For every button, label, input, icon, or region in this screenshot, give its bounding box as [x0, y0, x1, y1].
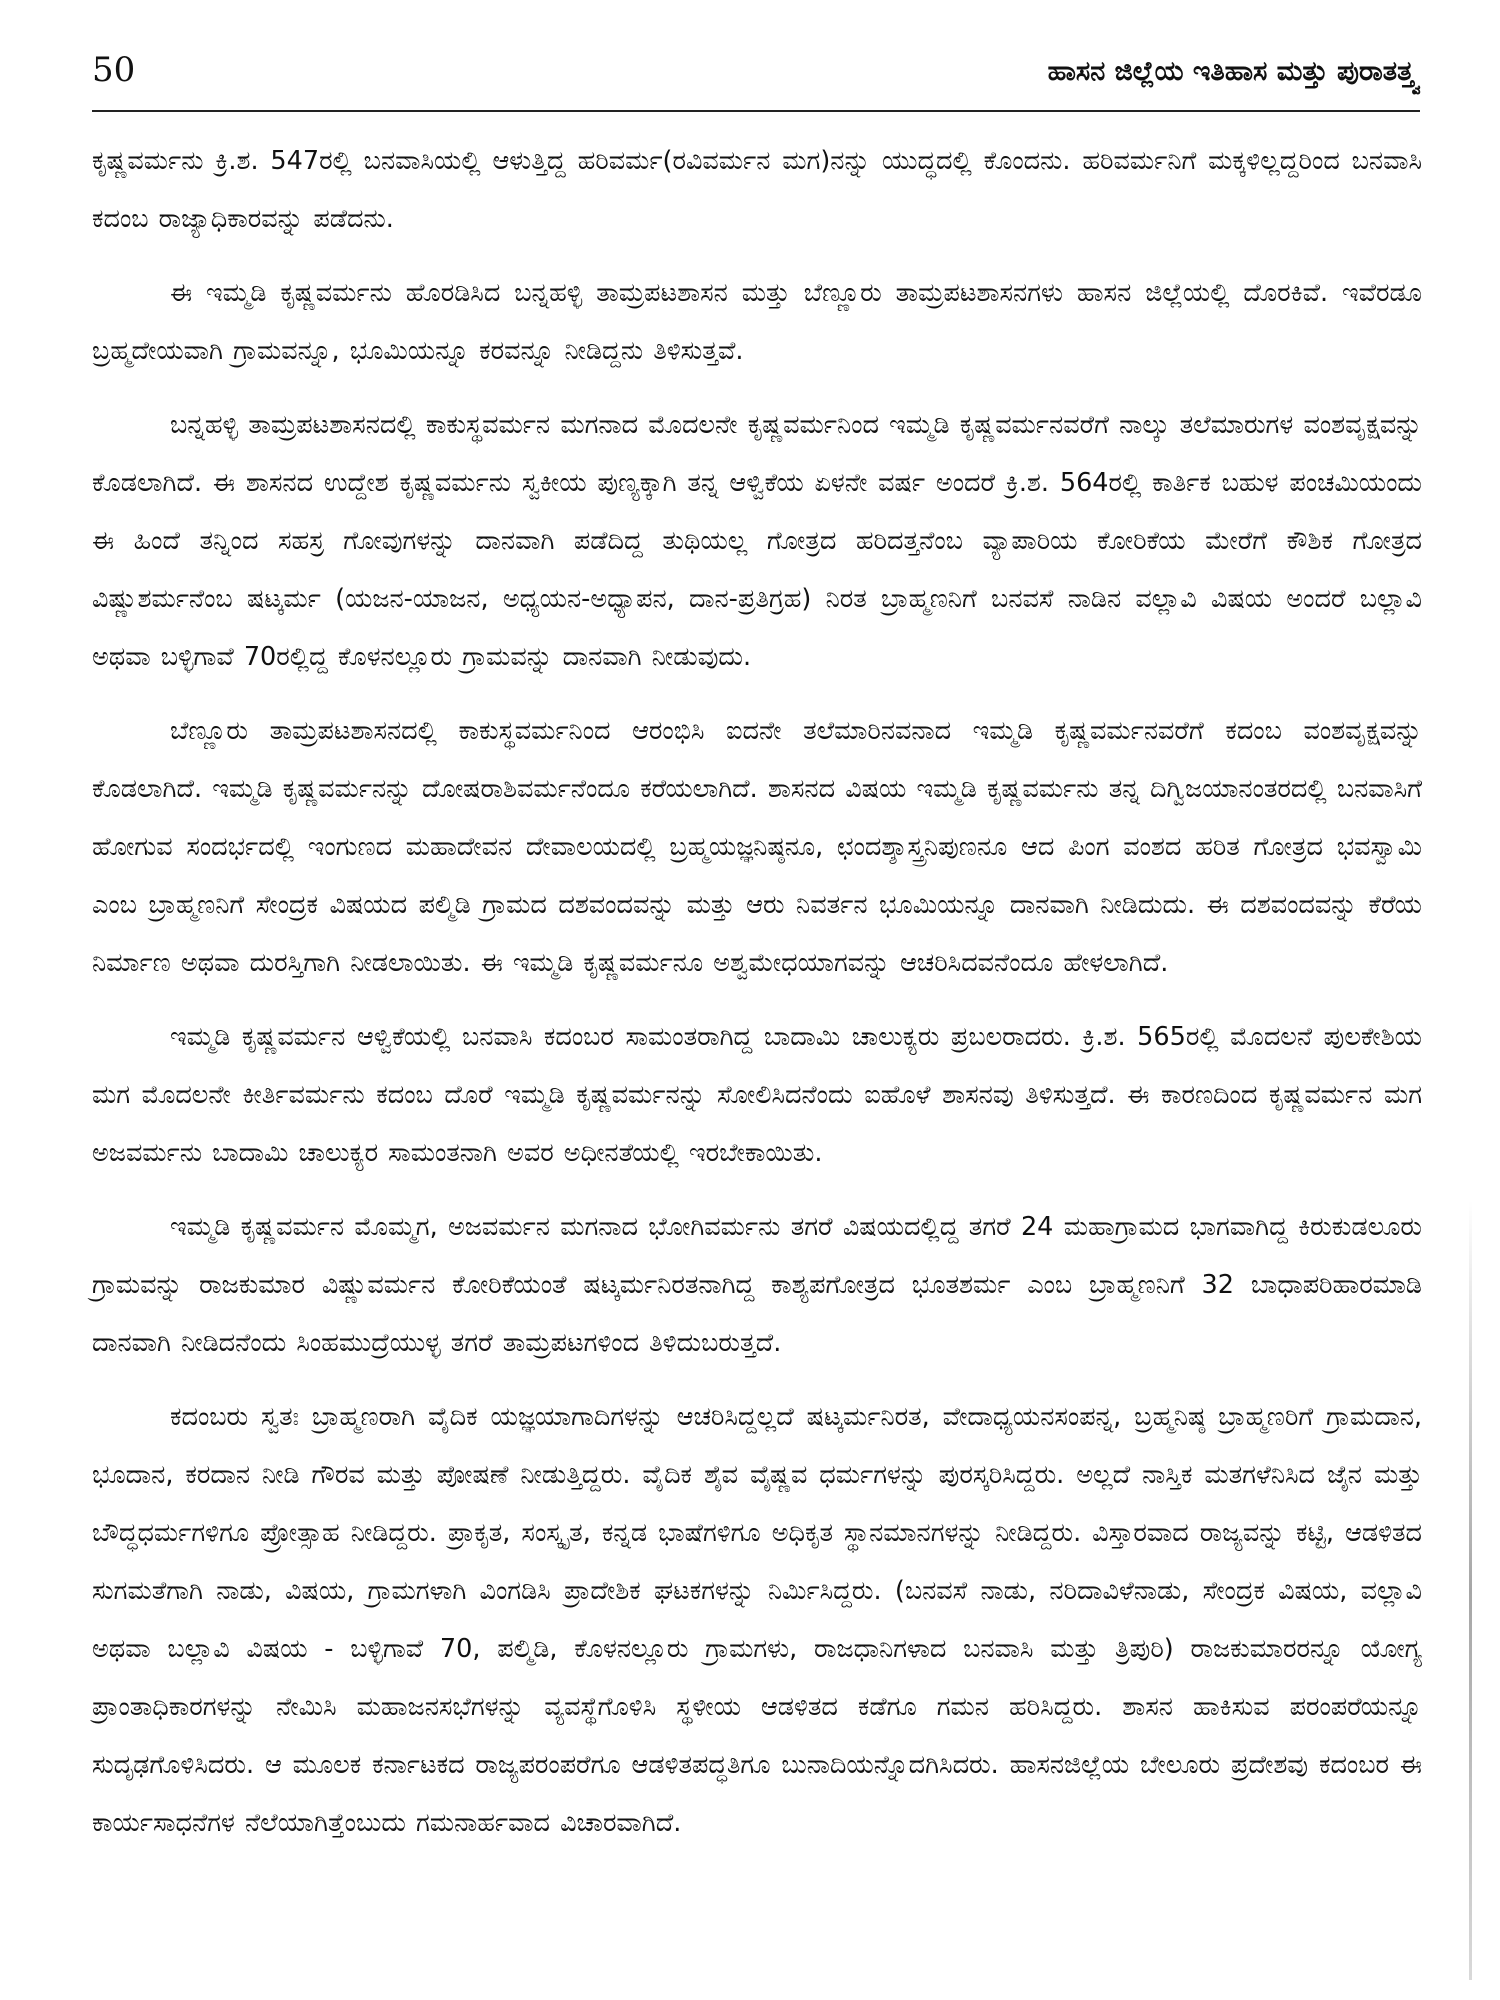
paragraph: ಇಮ್ಮಡಿ ಕೃಷ್ಣವರ್ಮನ ಮೊಮ್ಮಗ, ಅಜವರ್ಮನ ಮಗನಾದ ಭೋಗಿವರ್ಮನು ತಗರೆ ವಿಷಯದಲ್ಲಿದ್ದ ತಗರೆ 24 ಮಹಾಗ್ರಾಮದ ಭಾಗವಾಗಿದ್ದ ಕಿರುಕುಡಲೂರು ಗ್ರಾಮವನ್ನು ರಾಜಕುಮಾರ ವಿಷ್ಣುವರ್ಮನ ಕೋರಿಕೆಯಂತೆ ಷಟ್ಕರ್ಮನಿರತನಾಗಿದ್ದ ಕಾಶ್ಯಪಗೋತ್ರದ ಭೂತಶರ್ಮ ಎಂಬ ಬ್ರಾಹ್ಮಣನಿಗೆ 32 ಬಾಧಾಪರಿಹಾರಮಾಡಿ ದಾನವಾಗಿ ನೀಡಿದನೆಂದು ಸಿಂಹಮುದ್ರೆಯುಳ್ಳ ತಗರೆ ತಾಮ್ರಪಟಗಳಿಂದ ತಿಳಿದುಬರುತ್ತದೆ. — [92, 1212, 1422, 1358]
page-binding-shadow — [1469, 1200, 1472, 1980]
paragraph: ಈ ಇಮ್ಮಡಿ ಕೃಷ್ಣವರ್ಮನು ಹೊರಡಿಸಿದ ಬನ್ನಹಳ್ಳಿ ತಾಮ್ರಪಟಶಾಸನ ಮತ್ತು ಬೆಣ್ಣೂರು ತಾಮ್ರಪಟಶಾಸನಗಳು ಹಾಸನ ಜಿಲ್ಲೆಯಲ್ಲಿ ದೊರಕಿವೆ. ಇವೆರಡೂ ಬ್ರಹ್ಮದೇಯವಾಗಿ ಗ್ರಾಮವನ್ನೂ, ಭೂಮಿಯನ್ನೂ ಕರವನ್ನೂ ನೀಡಿದ್ದನು ತಿಳಿಸುತ್ತವೆ. — [92, 278, 1422, 366]
paragraph: ಕದಂಬರು ಸ್ವತಃ ಬ್ರಾಹ್ಮಣರಾಗಿ ವೈದಿಕ ಯಜ್ಞಯಾಗಾದಿಗಳನ್ನು ಆಚರಿಸಿದ್ದಲ್ಲದೆ ಷಟ್ಕರ್ಮನಿರತ, ವೇದಾಧ್ಯಯನಸಂಪನ್ನ, ಬ್ರಹ್ಮನಿಷ್ಠ ಬ್ರಾಹ್ಮಣರಿಗೆ ಗ್ರಾಮದಾನ, ಭೂದಾನ, ಕರದಾನ ನೀಡಿ ಗೌರವ ಮತ್ತು ಪೋಷಣೆ ನೀಡುತ್ತಿದ್ದರು. ವೈದಿಕ ಶೈವ ವೈಷ್ಣವ ಧರ್ಮಗಳನ್ನು ಪುರಸ್ಕರಿಸಿದ್ದರು. ಅಲ್ಲದೆ ನಾಸ್ತಿಕ ಮತಗಳೆನಿಸಿದ ಜೈನ ಮತ್ತು ಬೌದ್ಧಧರ್ಮಗಳಿಗೂ ಪ್ರೋತ್ಸಾಹ ನೀಡಿದ್ದರು. ಪ್ರಾಕೃತ, ಸಂಸ್ಕೃತ, ಕನ್ನಡ ಭಾಷೆಗಳಿಗೂ ಅಧಿಕೃತ ಸ್ಥಾನಮಾನಗಳನ್ನು ನೀಡಿದ್ದರು. ವಿಸ್ತಾರವಾದ ರಾಜ್ಯವನ್ನು ಕಟ್ಟಿ, ಆಡಳಿತದ ಸುಗಮತೆಗಾಗಿ ನಾಡು, ವಿಷಯ, ಗ್ರಾಮಗಳಾಗಿ ವಿಂಗಡಿಸಿ ಪ್ರಾದೇಶಿಕ ಘಟಕಗಳನ್ನು ನಿರ್ಮಿಸಿದ್ದರು. (ಬನವಸೆ ನಾಡು, ನರಿದಾವಿಳೆನಾಡು, ಸೇಂದ್ರಕ ವಿಷಯ, ವಲ್ಲಾವಿ ಅಥವಾ ಬಲ್ಲಾವಿ ವಿಷಯ - ಬಳ್ಳಿಗಾವೆ 70, ಪಲ್ಮಿಡಿ, ಕೊಳನಲ್ಲೂರು ಗ್ರಾಮಗಳು, ರಾಜಧಾನಿಗಳಾದ ಬನವಾಸಿ ಮತ್ತು ತ್ರಿಪುರಿ) ರಾಜಕುಮಾರರನ್ನೂ ಯೋಗ್ಯ ಪ್ರಾಂತಾಧಿಕಾರಗಳನ್ನು ನೇಮಿಸಿ ಮಹಾಜನಸಭೆಗಳನ್ನು ವ್ಯವಸ್ಥೆಗೊಳಿಸಿ ಸ್ಥಳೀಯ ಆಡಳಿತದ ಕಡೆಗೂ ಗಮನ ಹರಿಸಿದ್ದರು. ಶಾಸನ ಹಾಕಿಸುವ ಪರಂಪರೆಯನ್ನೂ ಸುದೃಢಗೊಳಿಸಿದರು. ಆ ಮೂಲಕ ಕರ್ನಾಟಕದ ರಾಜ್ಯಪರಂಪರೆಗೂ ಆಡಳಿತಪದ್ಧತಿಗೂ ಬುನಾದಿಯನ್ನೊದಗಿಸಿದರು. ಹಾಸನಜಿಲ್ಲೆಯ ಬೇಲೂರು ಪ್ರದೇಶವು ಕದಂಬರ ಈ ಕಾರ್ಯಸಾಧನೆಗಳ ನೆಲೆಯಾಗಿತ್ತೆಂಬುದು ಗಮನಾರ್ಹವಾದ ವಿಚಾರವಾಗಿದೆ. — [92, 1402, 1422, 1838]
paragraph: ಬನ್ನಹಳ್ಳಿ ತಾಮ್ರಪಟಶಾಸನದಲ್ಲಿ ಕಾಕುಸ್ಥವರ್ಮನ ಮಗನಾದ ಮೊದಲನೇ ಕೃಷ್ಣವರ್ಮನಿಂದ ಇಮ್ಮಡಿ ಕೃಷ್ಣವರ್ಮನವರೆಗೆ ನಾಲ್ಕು ತಲೆಮಾರುಗಳ ವಂಶವೃಕ್ಷವನ್ನು ಕೊಡಲಾಗಿದೆ. ಈ ಶಾಸನದ ಉದ್ದೇಶ ಕೃಷ್ಣವರ್ಮನು ಸ್ವಕೀಯ ಪುಣ್ಯಕ್ಕಾಗಿ ತನ್ನ ಆಳ್ವಿಕೆಯ ಏಳನೇ ವರ್ಷ ಅಂದರೆ ಕ್ರಿ.ಶ. 564ರಲ್ಲಿ ಕಾರ್ತಿಕ ಬಹುಳ ಪಂಚಮಿಯಂದು ಈ ಹಿಂದೆ ತನ್ನಿಂದ ಸಹಸ್ರ ಗೋವುಗಳನ್ನು ದಾನವಾಗಿ ಪಡೆದಿದ್ದ ತುಥಿಯಲ್ಲ ಗೋತ್ರದ ಹರಿದತ್ತನೆಂಬ ವ್ಯಾಪಾರಿಯ ಕೋರಿಕೆಯ ಮೇರೆಗೆ ಕೌಶಿಕ ಗೋತ್ರದ ವಿಷ್ಣುಶರ್ಮನೆಂಬ ಷಟ್ಕರ್ಮ (ಯಜನ-ಯಾಜನ, ಅಧ್ಯಯನ-ಅಧ್ಯಾಪನ, ದಾನ-ಪ್ರತಿಗ್ರಹ) ನಿರತ ಬ್ರಾಹ್ಮಣನಿಗೆ ಬನವಸೆ ನಾಡಿನ ವಲ್ಲಾವಿ ವಿಷಯ ಅಂದರೆ ಬಲ್ಲಾವಿ ಅಥವಾ ಬಳ್ಳಿಗಾವೆ 70ರಲ್ಲಿದ್ದ ಕೊಳನಲ್ಲೂರು ಗ್ರಾಮವನ್ನು ದಾನವಾಗಿ ನೀಡುವುದು. — [92, 410, 1422, 672]
paragraph: ಕೃಷ್ಣವರ್ಮನು ಕ್ರಿ.ಶ. 547ರಲ್ಲಿ ಬನವಾಸಿಯಲ್ಲಿ ಆಳುತ್ತಿದ್ದ ಹರಿವರ್ಮ(ರವಿವರ್ಮನ ಮಗ)ನನ್ನು ಯುದ್ಧದಲ್ಲಿ ಕೊಂದನು. ಹರಿವರ್ಮನಿಗೆ ಮಕ್ಕಳಿಲ್ಲದ್ದರಿಂದ ಬನವಾಸಿ ಕದಂಬ ರಾಜ್ಯಾಧಿಕಾರವನ್ನು ಪಡೆದನು. — [92, 146, 1422, 234]
header-divider — [92, 110, 1420, 112]
paragraph: ಇಮ್ಮಡಿ ಕೃಷ್ಣವರ್ಮನ ಆಳ್ವಿಕೆಯಲ್ಲಿ ಬನವಾಸಿ ಕದಂಬರ ಸಾಮಂತರಾಗಿದ್ದ ಬಾದಾಮಿ ಚಾಲುಕ್ಯರು ಪ್ರಬಲರಾದರು. ಕ್ರಿ.ಶ. 565ರಲ್ಲಿ ಮೊದಲನೆ ಪುಲಕೇಶಿಯ ಮಗ ಮೊದಲನೇ ಕೀರ್ತಿವರ್ಮನು ಕದಂಬ ದೊರೆ ಇಮ್ಮಡಿ ಕೃಷ್ಣವರ್ಮನನ್ನು ಸೋಲಿಸಿದನೆಂದು ಐಹೊಳೆ ಶಾಸನವು ತಿಳಿಸುತ್ತದೆ. ಈ ಕಾರಣದಿಂದ ಕೃಷ್ಣವರ್ಮನ ಮಗ ಅಜವರ್ಮನು ಬಾದಾಮಿ ಚಾಲುಕ್ಯರ ಸಾಮಂತನಾಗಿ ಅವರ ಅಧೀನತೆಯಲ್ಲಿ ಇರಬೇಕಾಯಿತು. — [92, 1022, 1422, 1168]
paragraph: ಬೆಣ್ಣೂರು ತಾಮ್ರಪಟಶಾಸನದಲ್ಲಿ ಕಾಕುಸ್ಥವರ್ಮನಿಂದ ಆರಂಭಿಸಿ ಐದನೇ ತಲೆಮಾರಿನವನಾದ ಇಮ್ಮಡಿ ಕೃಷ್ಣವರ್ಮನವರೆಗೆ ಕದಂಬ ವಂಶವೃಕ್ಷವನ್ನು ಕೊಡಲಾಗಿದೆ. ಇಮ್ಮಡಿ ಕೃಷ್ಣವರ್ಮನನ್ನು ದೋಷರಾಶಿವರ್ಮನೆಂದೂ ಕರೆಯಲಾಗಿದೆ. ಶಾಸನದ ವಿಷಯ ಇಮ್ಮಡಿ ಕೃಷ್ಣವರ್ಮನು ತನ್ನ ದಿಗ್ವಿಜಯಾನಂತರದಲ್ಲಿ ಬನವಾಸಿಗೆ ಹೋಗುವ ಸಂದರ್ಭದಲ್ಲಿ ಇಂಗುಣದ ಮಹಾದೇವನ ದೇವಾಲಯದಲ್ಲಿ ಬ್ರಹ್ಮಯಜ್ಞನಿಷ್ಠನೂ, ಛಂದಶ್ಶಾಸ್ತ್ರನಿಪುಣನೂ ಆದ ಪಿಂಗ ವಂಶದ ಹರಿತ ಗೋತ್ರದ ಭವಸ್ವಾಮಿ ಎಂಬ ಬ್ರಾಹ್ಮಣನಿಗೆ ಸೇಂದ್ರಕ ವಿಷಯದ ಪಲ್ಮಿಡಿ ಗ್ರಾಮದ ದಶವಂದವನ್ನು ಮತ್ತು ಆರು ನಿವರ್ತನ ಭೂಮಿಯನ್ನೂ ದಾನವಾಗಿ ನೀಡಿದುದು. ಈ ದಶವಂದವನ್ನು ಕೆರೆಯ ನಿರ್ಮಾಣ ಅಥವಾ ದುರಸ್ತಿಗಾಗಿ ನೀಡಲಾಯಿತು. ಈ ಇಮ್ಮಡಿ ಕೃಷ್ಣವರ್ಮನೂ ಅಶ್ವಮೇಧಯಾಗವನ್ನು ಆಚರಿಸಿದವನೆಂದೂ ಹೇಳಲಾಗಿದೆ. — [92, 716, 1422, 978]
page-number: 50 — [92, 50, 136, 90]
running-header-title: ಹಾಸನ ಜಿಲ್ಲೆಯ ಇತಿಹಾಸ ಮತ್ತು ಪುರಾತತ್ತ್ವ — [1047, 56, 1418, 87]
body-text — [92, 132, 1422, 1868]
